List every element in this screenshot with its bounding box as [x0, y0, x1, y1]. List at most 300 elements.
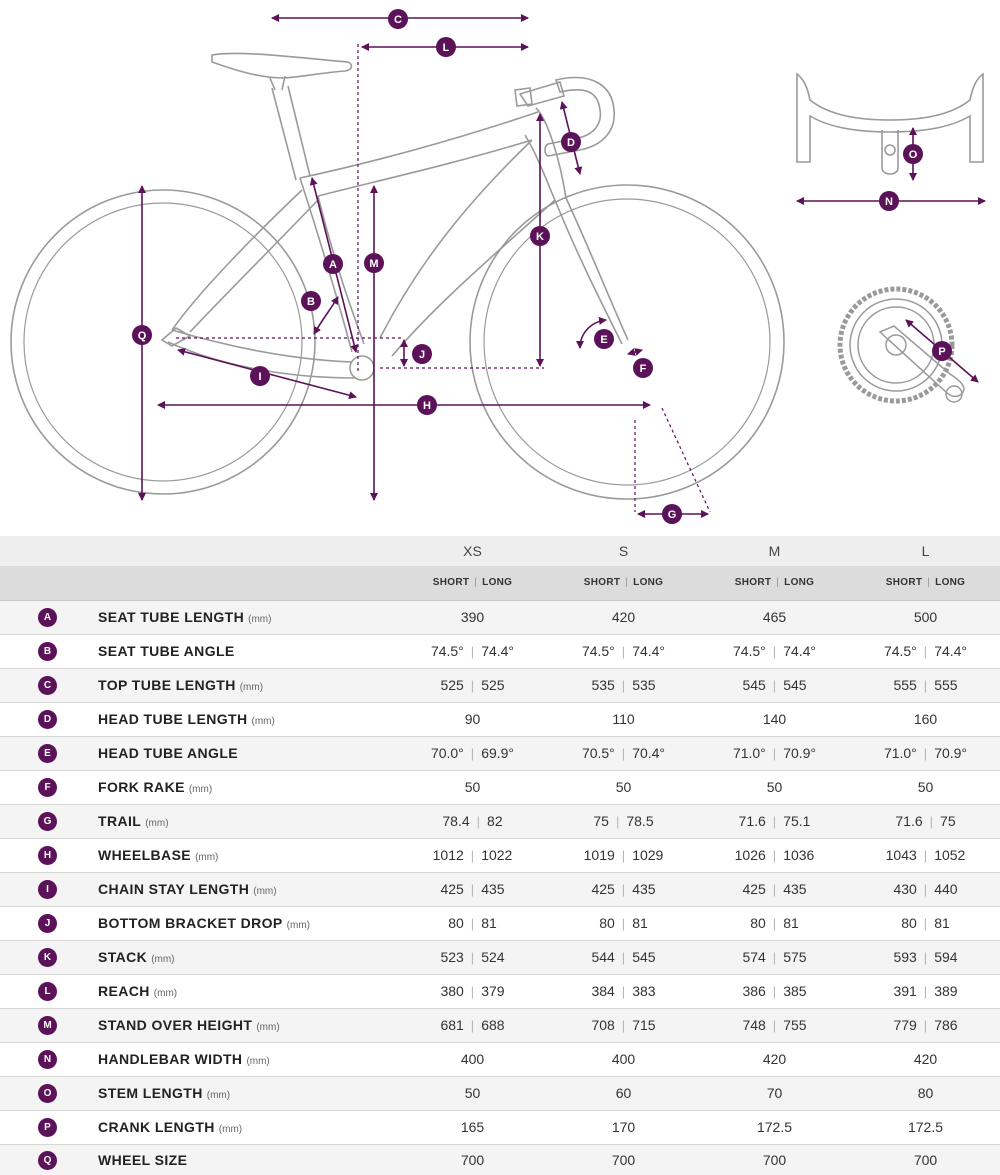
short-value: 71.0°: [883, 745, 917, 761]
short-value: 1019: [583, 847, 615, 863]
row-letter-badge: L: [38, 982, 57, 1001]
value-cell: [397, 974, 548, 1008]
long-value: 688: [481, 1017, 505, 1033]
table-row: [0, 702, 1000, 736]
long-value: 81: [783, 915, 799, 931]
value-cell: [548, 770, 699, 804]
row-label: SEAT TUBE ANGLE: [98, 643, 235, 659]
short-value: 384: [591, 983, 615, 999]
value-cell: [850, 600, 1000, 634]
row-label: CRANK LENGTH: [98, 1119, 215, 1135]
svg-text:B: B: [307, 296, 315, 308]
long-value: 70.9°: [934, 745, 968, 761]
value-separator: |: [621, 949, 626, 965]
value-separator: |: [923, 983, 928, 999]
single-value: 700: [611, 1152, 636, 1169]
down-tube: [380, 140, 555, 356]
value-cell: [397, 1110, 548, 1144]
row-unit: (mm): [239, 682, 264, 693]
single-value: 465: [762, 609, 787, 625]
value-cell: [850, 1076, 1000, 1110]
long-value: 440: [934, 881, 958, 897]
value-cell: [699, 668, 850, 702]
label-o: [903, 144, 923, 164]
single-value: 172.5: [907, 1119, 944, 1135]
value-cell: [850, 940, 1000, 974]
single-value: 50: [917, 779, 934, 795]
value-cell: [850, 838, 1000, 872]
single-value: 90: [464, 711, 481, 727]
table-row: [0, 872, 1000, 906]
row-letter-badge: H: [38, 846, 57, 865]
short-value: 386: [742, 983, 766, 999]
value-cell: [850, 1110, 1000, 1144]
table-row: [0, 906, 1000, 940]
row-label: REACH: [98, 983, 150, 999]
value-cell: [850, 974, 1000, 1008]
value-separator: |: [772, 677, 777, 693]
row-label: TOP TUBE LENGTH: [98, 677, 236, 693]
single-value: 60: [615, 1085, 632, 1101]
short-value: 1026: [734, 847, 766, 863]
value-cell: [397, 1042, 548, 1076]
short-value: 681: [440, 1017, 464, 1033]
short-value: 545: [742, 677, 766, 693]
row-letter-badge: M: [38, 1016, 57, 1035]
row-letter-badge: D: [38, 710, 57, 729]
row-unit: (mm): [153, 988, 178, 999]
table-row: [0, 634, 1000, 668]
svg-text:J: J: [418, 349, 426, 361]
svg-text:A: A: [329, 259, 337, 271]
short-long-header: SHORT | LONG: [850, 566, 1000, 600]
table-row: [0, 1144, 1000, 1175]
single-value: 50: [464, 1085, 481, 1101]
value-cell: [699, 838, 850, 872]
value-separator: |: [621, 677, 626, 693]
single-value: 700: [913, 1152, 938, 1169]
single-value: 160: [913, 711, 938, 727]
single-value: 420: [762, 1051, 787, 1067]
value-separator: |: [923, 1017, 928, 1033]
value-separator: |: [470, 677, 475, 693]
value-cell: [699, 736, 850, 770]
row-unit: (mm): [145, 818, 169, 829]
svg-text:D: D: [567, 137, 575, 149]
short-value: 525: [440, 677, 464, 693]
value-cell: [699, 974, 850, 1008]
table-row: [0, 838, 1000, 872]
short-value: 555: [893, 677, 917, 693]
table-row: [0, 770, 1000, 804]
short-value: 74.5°: [732, 643, 766, 659]
short-value: 425: [591, 881, 615, 897]
svg-text:C: C: [394, 14, 402, 26]
row-unit: (mm): [246, 1056, 270, 1067]
value-cell: [397, 940, 548, 974]
short-value: 75: [593, 813, 609, 829]
value-separator: |: [621, 643, 626, 659]
label-b: [301, 291, 321, 311]
row-label: CHAIN STAY LENGTH: [98, 881, 250, 897]
row-unit: (mm): [218, 1124, 243, 1135]
value-separator: |: [470, 745, 475, 761]
row-label: HEAD TUBE ANGLE: [98, 745, 239, 761]
short-value: 78.4: [442, 813, 470, 829]
value-cell: [850, 906, 1000, 940]
row-letter-badge: N: [38, 1050, 57, 1069]
short-value: 748: [742, 1017, 766, 1033]
long-value: 69.9°: [481, 745, 515, 761]
short-value: 1012: [432, 847, 464, 863]
value-cell: [850, 770, 1000, 804]
single-value: 400: [460, 1051, 485, 1067]
single-value: 165: [460, 1119, 485, 1135]
long-value: 74.4°: [783, 643, 817, 659]
reference-lines: [176, 44, 710, 512]
row-label: STEM LENGTH: [98, 1085, 203, 1101]
row-unit: (mm): [151, 954, 175, 965]
row-unit: (mm): [188, 784, 213, 795]
row-label: STACK: [98, 949, 148, 965]
value-separator: |: [621, 983, 626, 999]
size-header-row: [0, 536, 1000, 566]
value-separator: |: [470, 1017, 475, 1033]
size-header-m: M: [699, 536, 850, 566]
row-letter-badge: G: [38, 812, 57, 831]
single-value: 390: [460, 609, 485, 625]
value-cell: [548, 736, 699, 770]
short-value: 425: [440, 881, 464, 897]
row-letter-badge: P: [38, 1118, 57, 1137]
short-value: 391: [893, 983, 917, 999]
single-value: 50: [615, 779, 632, 795]
bike-frame-drawing: [11, 53, 784, 499]
front-wheel: [470, 185, 784, 499]
short-value: 80: [750, 915, 766, 931]
table-row: [0, 1110, 1000, 1144]
value-cell: [699, 1144, 850, 1175]
single-value: 170: [611, 1119, 636, 1135]
single-value: 700: [762, 1152, 787, 1169]
row-label: FORK RAKE: [98, 779, 185, 795]
long-value: 81: [481, 915, 497, 931]
value-cell: [548, 668, 699, 702]
value-cell: [699, 634, 850, 668]
long-value: 385: [783, 983, 807, 999]
svg-text:H: H: [423, 400, 431, 412]
long-value: 74.4°: [481, 643, 515, 659]
table-row: [0, 1008, 1000, 1042]
single-value: 420: [611, 609, 636, 625]
value-cell: [699, 872, 850, 906]
value-separator: |: [923, 677, 928, 693]
long-value: 74.4°: [632, 643, 666, 659]
label-a: [323, 254, 343, 274]
value-separator: |: [470, 949, 475, 965]
value-cell: [548, 872, 699, 906]
value-separator: |: [621, 915, 626, 931]
value-separator: |: [772, 847, 777, 863]
value-separator: |: [923, 847, 928, 863]
value-cell: [397, 702, 548, 736]
long-value: 786: [934, 1017, 958, 1033]
value-cell: [850, 736, 1000, 770]
row-unit: (mm): [256, 1022, 280, 1033]
long-value: 715: [632, 1017, 656, 1033]
fork: [555, 198, 628, 344]
long-value: 74.4°: [934, 643, 968, 659]
value-cell: [548, 1110, 699, 1144]
value-cell: [397, 736, 548, 770]
row-unit: (mm): [253, 886, 277, 897]
table-row: [0, 804, 1000, 838]
table-row: [0, 736, 1000, 770]
value-separator: |: [621, 847, 626, 863]
short-value: 779: [893, 1017, 917, 1033]
row-label: SEAT TUBE LENGTH: [98, 609, 245, 625]
svg-text:Q: Q: [137, 330, 147, 342]
short-long-header: SHORT | LONG: [699, 566, 850, 600]
value-separator: |: [772, 643, 777, 659]
row-letter-badge: A: [38, 608, 57, 627]
row-letter-badge: E: [38, 744, 57, 763]
label-k: [530, 226, 550, 246]
single-value: 140: [762, 711, 787, 727]
svg-text:P: P: [938, 346, 946, 358]
short-value: 574: [742, 949, 766, 965]
long-value: 594: [934, 949, 958, 965]
value-cell: [397, 770, 548, 804]
value-cell: [397, 1076, 548, 1110]
value-cell: [548, 1076, 699, 1110]
table-row: [0, 1042, 1000, 1076]
short-value: 71.0°: [732, 745, 766, 761]
label-n: [879, 191, 899, 211]
short-long-header-row: [0, 566, 1000, 600]
value-cell: [850, 1144, 1000, 1175]
value-separator: |: [929, 813, 934, 829]
long-value: 545: [632, 949, 656, 965]
label-i: [250, 366, 270, 386]
long-value: 75: [940, 813, 956, 829]
long-value: 435: [481, 881, 505, 897]
short-value: 430: [893, 881, 917, 897]
row-letter-badge: Q: [38, 1151, 57, 1170]
size-header-xs: XS: [397, 536, 548, 566]
row-unit: (mm): [248, 614, 272, 625]
value-cell: [850, 702, 1000, 736]
svg-text:G: G: [667, 509, 677, 521]
value-cell: [397, 634, 548, 668]
label-g: [662, 504, 682, 524]
svg-text:F: F: [639, 363, 647, 375]
saddle: [212, 53, 351, 78]
short-value: 71.6: [895, 813, 923, 829]
value-separator: |: [772, 983, 777, 999]
long-value: 555: [934, 677, 958, 693]
value-cell: [548, 634, 699, 668]
row-label: BOTTOM BRACKET DROP: [98, 915, 283, 931]
value-separator: |: [923, 745, 928, 761]
row-letter-badge: F: [38, 778, 57, 797]
label-l: [436, 37, 456, 57]
svg-text:I: I: [258, 371, 262, 383]
value-separator: |: [470, 643, 475, 659]
short-value: 74.5°: [430, 643, 464, 659]
value-cell: [397, 906, 548, 940]
short-value: 1043: [885, 847, 917, 863]
value-separator: |: [615, 813, 620, 829]
long-value: 70.9°: [783, 745, 817, 761]
long-value: 1036: [783, 847, 815, 863]
value-cell: [850, 634, 1000, 668]
table-row: [0, 940, 1000, 974]
row-letter-badge: O: [38, 1084, 57, 1103]
long-value: 575: [783, 949, 807, 965]
long-value: 545: [783, 677, 807, 693]
single-value: 400: [611, 1051, 636, 1067]
value-cell: [850, 668, 1000, 702]
short-value: 593: [893, 949, 917, 965]
value-separator: |: [772, 915, 777, 931]
svg-text:M: M: [369, 258, 379, 270]
value-cell: [699, 702, 850, 736]
long-value: 525: [481, 677, 505, 693]
row-label: WHEEL SIZE: [98, 1152, 188, 1169]
short-value: 544: [591, 949, 615, 965]
long-value: 78.5: [626, 813, 654, 829]
value-separator: |: [621, 1017, 626, 1033]
label-p: [932, 341, 952, 361]
value-cell: [699, 770, 850, 804]
table-row: [0, 668, 1000, 702]
value-cell: [397, 668, 548, 702]
geometry-table: [0, 536, 1000, 1175]
value-separator: |: [923, 949, 928, 965]
short-value: 708: [591, 1017, 615, 1033]
long-value: 75.1: [783, 813, 811, 829]
bike-geometry-diagram: [0, 0, 1000, 536]
short-value: 80: [901, 915, 917, 931]
short-value: 70.5°: [581, 745, 615, 761]
value-separator: |: [470, 983, 475, 999]
label-d: [561, 132, 581, 152]
svg-text:O: O: [908, 149, 918, 161]
row-unit: (mm): [206, 1090, 231, 1101]
single-value: 50: [464, 779, 481, 795]
value-cell: [699, 940, 850, 974]
value-cell: [699, 1008, 850, 1042]
table-row: [0, 600, 1000, 634]
row-label: HEAD TUBE LENGTH: [98, 711, 248, 727]
short-long-header: SHORT | LONG: [397, 566, 548, 600]
long-value: 82: [487, 813, 503, 829]
value-cell: [548, 940, 699, 974]
value-cell: [850, 1008, 1000, 1042]
row-label: TRAIL: [98, 813, 142, 829]
row-unit: (mm): [251, 716, 275, 727]
short-value: 70.0°: [430, 745, 464, 761]
label-c: [388, 9, 408, 29]
long-value: 70.4°: [632, 745, 666, 761]
long-value: 435: [632, 881, 656, 897]
short-value: 380: [440, 983, 464, 999]
value-separator: |: [923, 915, 928, 931]
rear-wheel: [11, 190, 315, 494]
value-cell: [850, 872, 1000, 906]
row-unit: (mm): [286, 920, 310, 931]
value-cell: [397, 872, 548, 906]
single-value: 420: [913, 1051, 938, 1067]
value-separator: |: [923, 643, 928, 659]
short-value: 425: [742, 881, 766, 897]
value-cell: [397, 600, 548, 634]
value-separator: |: [772, 813, 777, 829]
long-value: 379: [481, 983, 505, 999]
value-separator: |: [470, 881, 475, 897]
single-value: 80: [917, 1085, 934, 1101]
value-cell: [548, 1042, 699, 1076]
row-label: WHEELBASE: [98, 847, 192, 863]
single-value: 50: [766, 779, 783, 795]
value-separator: |: [772, 881, 777, 897]
value-cell: [548, 702, 699, 736]
svg-text:N: N: [885, 196, 893, 208]
row-letter-badge: J: [38, 914, 57, 933]
value-cell: [699, 600, 850, 634]
value-cell: [548, 838, 699, 872]
value-cell: [548, 600, 699, 634]
svg-text:E: E: [600, 334, 608, 346]
value-cell: [699, 906, 850, 940]
value-separator: |: [470, 847, 475, 863]
value-cell: [548, 974, 699, 1008]
value-cell: [397, 804, 548, 838]
svg-text:K: K: [536, 231, 544, 243]
label-j: [412, 344, 432, 364]
svg-text:L: L: [442, 42, 450, 54]
row-label: STAND OVER HEIGHT: [98, 1017, 253, 1033]
short-value: 80: [448, 915, 464, 931]
long-value: 1029: [632, 847, 664, 863]
value-cell: [699, 1110, 850, 1144]
value-cell: [397, 1144, 548, 1175]
long-value: 435: [783, 881, 807, 897]
single-value: 500: [913, 609, 938, 625]
short-value: 71.6: [738, 813, 766, 829]
value-cell: [548, 906, 699, 940]
long-value: 1022: [481, 847, 513, 863]
label-h: [417, 395, 437, 415]
long-value: 535: [632, 677, 656, 693]
row-label: HANDLEBAR WIDTH: [98, 1051, 243, 1067]
long-value: 1052: [934, 847, 966, 863]
row-unit: (mm): [195, 852, 219, 863]
value-cell: [397, 1008, 548, 1042]
long-value: 389: [934, 983, 958, 999]
top-tube: [300, 112, 538, 178]
value-cell: [548, 1008, 699, 1042]
short-value: 535: [591, 677, 615, 693]
row-letter-badge: K: [38, 948, 57, 967]
short-value: 74.5°: [581, 643, 615, 659]
value-cell: [548, 1144, 699, 1175]
value-cell: [850, 1042, 1000, 1076]
value-separator: |: [772, 745, 777, 761]
single-value: 700: [460, 1152, 485, 1169]
long-value: 383: [632, 983, 656, 999]
